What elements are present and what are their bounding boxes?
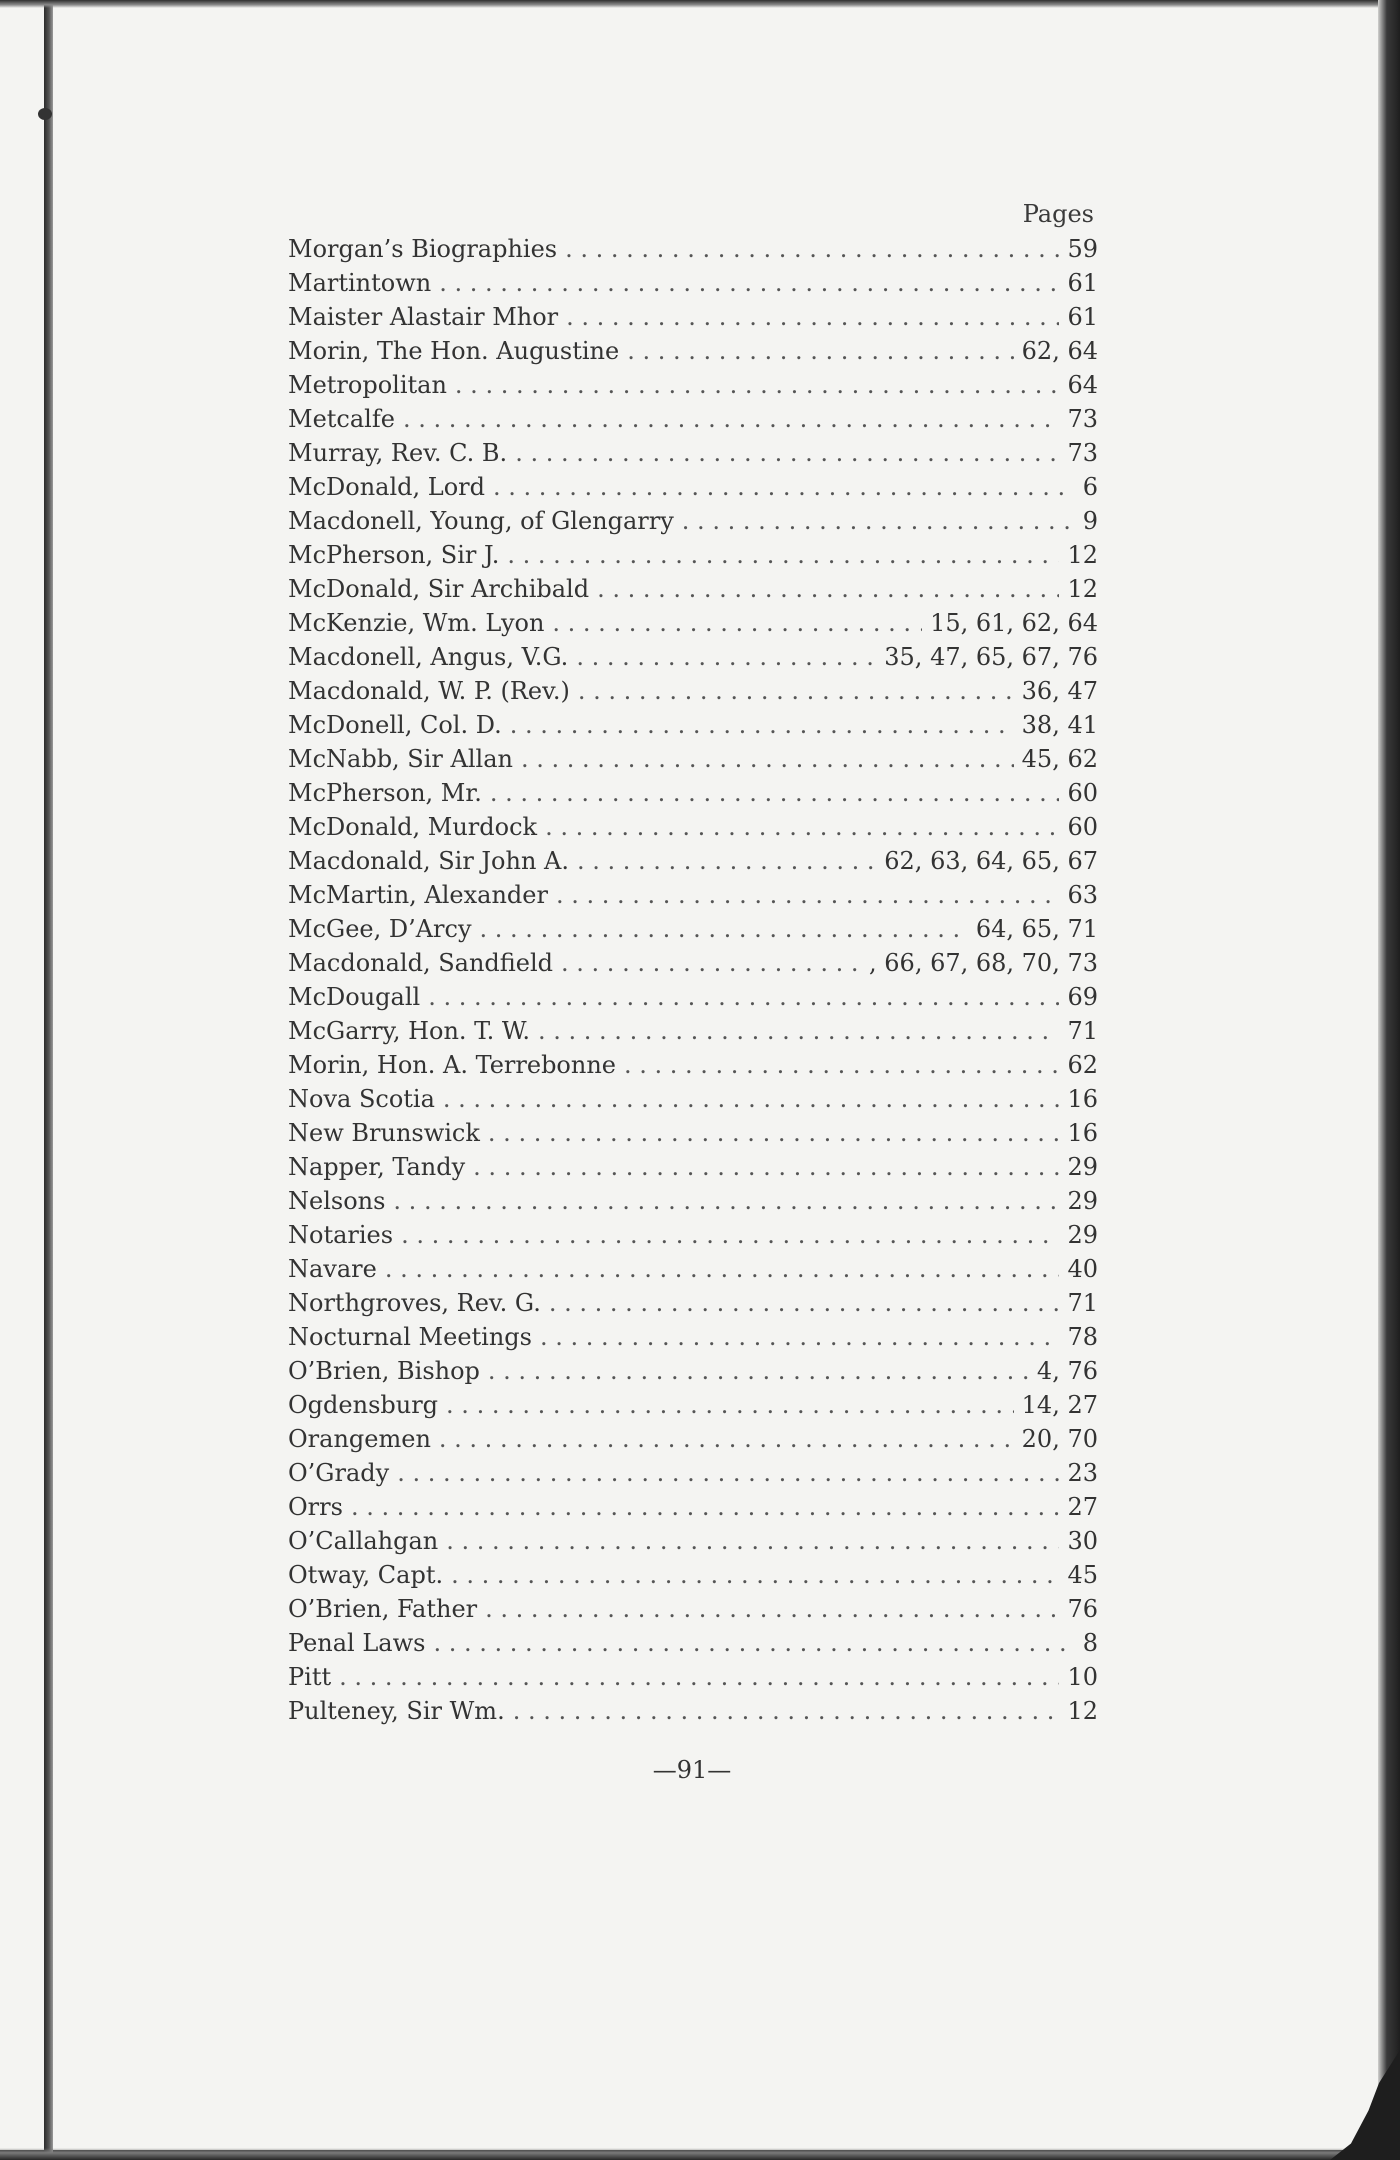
entry-pages: 63 xyxy=(1067,881,1098,909)
entry-name: McDonald, Lord xyxy=(288,473,485,501)
entry-pages: 9 xyxy=(1082,507,1098,535)
entry-pages: 64, 65, 71 xyxy=(975,915,1098,943)
entry-name: Pulteney, Sir Wm. xyxy=(288,1697,505,1725)
entry-pages: 71 xyxy=(1067,1017,1098,1045)
entry-pages: 61 xyxy=(1067,269,1098,297)
index-entry xyxy=(288,674,1098,708)
dot-leader xyxy=(401,1218,1059,1252)
index-entry xyxy=(288,606,1098,640)
entry-pages: 12 xyxy=(1067,541,1098,569)
index-entry xyxy=(288,1592,1098,1626)
index-entry xyxy=(288,810,1098,844)
dot-leader xyxy=(513,1694,1060,1728)
dot-leader xyxy=(397,1456,1059,1490)
index-entry xyxy=(288,878,1098,912)
entry-pages: 35, 47, 65, 67, 76 xyxy=(884,643,1098,671)
entry-pages: 45, 62 xyxy=(1021,745,1098,773)
index-entry xyxy=(288,912,1098,946)
entry-name: Nelsons xyxy=(288,1187,386,1215)
entry-name: Otway, Capt. xyxy=(288,1561,444,1589)
scan-top-edge xyxy=(0,0,1400,8)
entry-name: Nova Scotia xyxy=(288,1085,435,1113)
dot-leader xyxy=(428,980,1059,1014)
index-entry xyxy=(288,1490,1098,1524)
entry-pages: 76 xyxy=(1067,1595,1098,1623)
dot-leader xyxy=(507,538,1059,572)
entry-pages: 10 xyxy=(1067,1663,1098,1691)
index-entry xyxy=(288,1626,1098,1660)
index-entry xyxy=(288,1456,1098,1490)
dot-leader xyxy=(682,504,1075,538)
dot-leader xyxy=(561,946,861,980)
entry-pages: 59 xyxy=(1067,235,1098,263)
entry-name: McDonald, Sir Archibald xyxy=(288,575,590,603)
entry-name: Orangemen xyxy=(288,1425,431,1453)
dot-leader xyxy=(552,606,922,640)
entry-name: Metropolitan xyxy=(288,371,447,399)
entry-name: Morin, Hon. A. Terrebonne xyxy=(288,1051,616,1079)
entry-name: Macdonald, Sir John A. xyxy=(288,847,569,875)
index-entry xyxy=(288,1422,1098,1456)
entry-name: Napper, Tandy xyxy=(288,1153,466,1181)
dot-leader xyxy=(455,368,1060,402)
entry-pages: 38, 41 xyxy=(1021,711,1098,739)
entry-name: O’Brien, Father xyxy=(288,1595,478,1623)
entry-pages: 6 xyxy=(1082,473,1098,501)
page-binding-edge xyxy=(44,0,53,2160)
dot-leader xyxy=(385,1252,1060,1286)
entry-pages: 71 xyxy=(1067,1289,1098,1317)
index-entry xyxy=(288,1116,1098,1150)
entry-pages: 36, 47 xyxy=(1021,677,1098,705)
dot-leader xyxy=(488,1354,1029,1388)
entry-pages: 30 xyxy=(1067,1527,1098,1555)
index-entry xyxy=(288,266,1098,300)
entry-pages: 29 xyxy=(1067,1221,1098,1249)
entry-name: Orrs xyxy=(288,1493,343,1521)
entry-name: McDonell, Col. D. xyxy=(288,711,502,739)
dot-leader xyxy=(556,878,1059,912)
scan-right-edge xyxy=(1378,0,1400,2160)
dot-leader xyxy=(521,742,1014,776)
entry-name: Ogdensburg xyxy=(288,1391,439,1419)
dot-leader xyxy=(339,1660,1059,1694)
entry-name: Maister Alastair Mhor xyxy=(288,303,559,331)
index-entry xyxy=(288,300,1098,334)
entry-pages: 78 xyxy=(1067,1323,1098,1351)
index-entry xyxy=(288,1082,1098,1116)
entry-pages: 4, 76 xyxy=(1036,1357,1098,1385)
dot-leader xyxy=(545,810,1059,844)
dot-leader xyxy=(576,640,876,674)
dot-leader xyxy=(480,912,968,946)
entry-name: Morgan’s Biographies xyxy=(288,235,558,263)
entry-name: Morin, The Hon. Augustine xyxy=(288,337,620,365)
dot-leader xyxy=(403,402,1060,436)
index-entry xyxy=(288,1694,1098,1728)
index-entry xyxy=(288,1558,1098,1592)
entry-pages: 45 xyxy=(1067,1561,1098,1589)
entry-pages: 23 xyxy=(1067,1459,1098,1487)
entry-name: Nocturnal Meetings xyxy=(288,1323,532,1351)
entry-pages: 12 xyxy=(1067,1697,1098,1725)
entry-name: New Brunswick xyxy=(288,1119,480,1147)
index-entry xyxy=(288,572,1098,606)
index-entry xyxy=(288,1048,1098,1082)
dot-leader xyxy=(439,266,1059,300)
index-entry xyxy=(288,980,1098,1014)
entry-pages: 15, 61, 62, 64 xyxy=(930,609,1098,637)
dot-leader xyxy=(565,232,1059,266)
dot-leader xyxy=(493,470,1075,504)
entry-name: Macdonald, Sandfield xyxy=(288,949,554,977)
entry-name: McNabb, Sir Allan xyxy=(288,745,513,773)
entry-name: O’Brien, Bishop xyxy=(288,1357,480,1385)
index-entry xyxy=(288,1524,1098,1558)
entry-name: McDonald, Murdock xyxy=(288,813,538,841)
index-entry xyxy=(288,1388,1098,1422)
index-entry xyxy=(288,538,1098,572)
index-entry xyxy=(288,470,1098,504)
entry-pages: 64 xyxy=(1067,371,1098,399)
dot-leader xyxy=(485,1592,1059,1626)
dot-leader xyxy=(510,708,1014,742)
entry-pages: 40 xyxy=(1067,1255,1098,1283)
entry-pages: 29 xyxy=(1067,1153,1098,1181)
dot-leader xyxy=(566,300,1059,334)
entry-name: McPherson, Mr. xyxy=(288,779,482,807)
index-list xyxy=(288,196,1098,1728)
entry-pages: 16 xyxy=(1067,1085,1098,1113)
entry-name: Notaries xyxy=(288,1221,394,1249)
entry-pages: 8 xyxy=(1082,1629,1098,1657)
entry-pages: 62, 63, 64, 65, 67 xyxy=(884,847,1098,875)
dot-leader xyxy=(393,1184,1059,1218)
dot-leader xyxy=(351,1490,1060,1524)
ink-mark xyxy=(38,108,52,120)
index-entry xyxy=(288,1660,1098,1694)
scan-bottom-edge xyxy=(0,2148,1400,2160)
entry-pages: 14, 27 xyxy=(1021,1391,1098,1419)
entry-pages: 12 xyxy=(1067,575,1098,603)
entry-name: O’Grady xyxy=(288,1459,390,1487)
index-entry xyxy=(288,742,1098,776)
entry-name: McDougall xyxy=(288,983,421,1011)
entry-name: Martintown xyxy=(288,269,432,297)
dot-leader xyxy=(451,1558,1059,1592)
pages-column-header: Pages xyxy=(1022,200,1094,228)
entry-name: O’Callahgan xyxy=(288,1527,439,1555)
dot-leader xyxy=(578,674,1014,708)
index-entries xyxy=(288,232,1098,1728)
entry-name: Macdonald, W. P. (Rev.) xyxy=(288,677,570,705)
index-entry xyxy=(288,640,1098,674)
index-entry xyxy=(288,334,1098,368)
dot-leader xyxy=(577,844,876,878)
entry-pages: 73 xyxy=(1067,439,1098,467)
dot-leader xyxy=(433,1626,1074,1660)
index-entry xyxy=(288,504,1098,538)
index-entry xyxy=(288,708,1098,742)
dot-leader xyxy=(446,1524,1059,1558)
dot-leader xyxy=(439,1422,1014,1456)
index-entry xyxy=(288,1320,1098,1354)
index-entry xyxy=(288,946,1098,980)
entry-name: McGee, D’Arcy xyxy=(288,915,472,943)
entry-name: McKenzie, Wm. Lyon xyxy=(288,609,545,637)
index-entry xyxy=(288,1218,1098,1252)
dot-leader xyxy=(446,1388,1014,1422)
index-entry xyxy=(288,232,1098,266)
entry-pages: 61 xyxy=(1067,303,1098,331)
dot-leader xyxy=(538,1014,1059,1048)
entry-name: McGarry, Hon. T. W. xyxy=(288,1017,531,1045)
entry-pages: 60 xyxy=(1067,779,1098,807)
entry-pages: 16 xyxy=(1067,1119,1098,1147)
entry-pages: 62, 64 xyxy=(1021,337,1098,365)
entry-name: Macdonell, Young, of Glengarry xyxy=(288,507,674,535)
entry-name: Penal Laws xyxy=(288,1629,426,1657)
index-entry xyxy=(288,1252,1098,1286)
entry-pages: 20, 70 xyxy=(1021,1425,1098,1453)
index-entry xyxy=(288,776,1098,810)
index-entry xyxy=(288,402,1098,436)
entry-name: Navare xyxy=(288,1255,377,1283)
index-entry xyxy=(288,1150,1098,1184)
index-entry xyxy=(288,844,1098,878)
entry-pages: 29 xyxy=(1067,1187,1098,1215)
entry-pages: 60 xyxy=(1067,813,1098,841)
dot-leader xyxy=(443,1082,1060,1116)
dot-leader xyxy=(627,334,1013,368)
entry-name: Northgroves, Rev. G. xyxy=(288,1289,541,1317)
page-number: —91— xyxy=(652,1756,732,1784)
entry-pages: , 66, 67, 68, 70, 73 xyxy=(869,949,1098,977)
dot-leader xyxy=(549,1286,1060,1320)
entry-name: Pitt xyxy=(288,1663,332,1691)
dot-leader xyxy=(473,1150,1059,1184)
index-entry xyxy=(288,1184,1098,1218)
dot-leader xyxy=(624,1048,1059,1082)
dot-leader xyxy=(488,1116,1060,1150)
dot-leader xyxy=(490,776,1060,810)
dot-leader xyxy=(540,1320,1059,1354)
entry-pages: 69 xyxy=(1067,983,1098,1011)
entry-pages: 27 xyxy=(1067,1493,1098,1521)
index-entry xyxy=(288,368,1098,402)
index-entry xyxy=(288,1354,1098,1388)
entry-name: Murray, Rev. C. B. xyxy=(288,439,508,467)
index-entry xyxy=(288,1014,1098,1048)
entry-name: McMartin, Alexander xyxy=(288,881,548,909)
entry-name: Macdonell, Angus, V.G. xyxy=(288,643,569,671)
index-entry xyxy=(288,436,1098,470)
entry-name: Metcalfe xyxy=(288,405,395,433)
entry-pages: 73 xyxy=(1067,405,1098,433)
dot-leader xyxy=(597,572,1059,606)
entry-name: McPherson, Sir J. xyxy=(288,541,500,569)
entry-pages: 62 xyxy=(1067,1051,1098,1079)
index-entry xyxy=(288,1286,1098,1320)
dot-leader xyxy=(515,436,1059,470)
